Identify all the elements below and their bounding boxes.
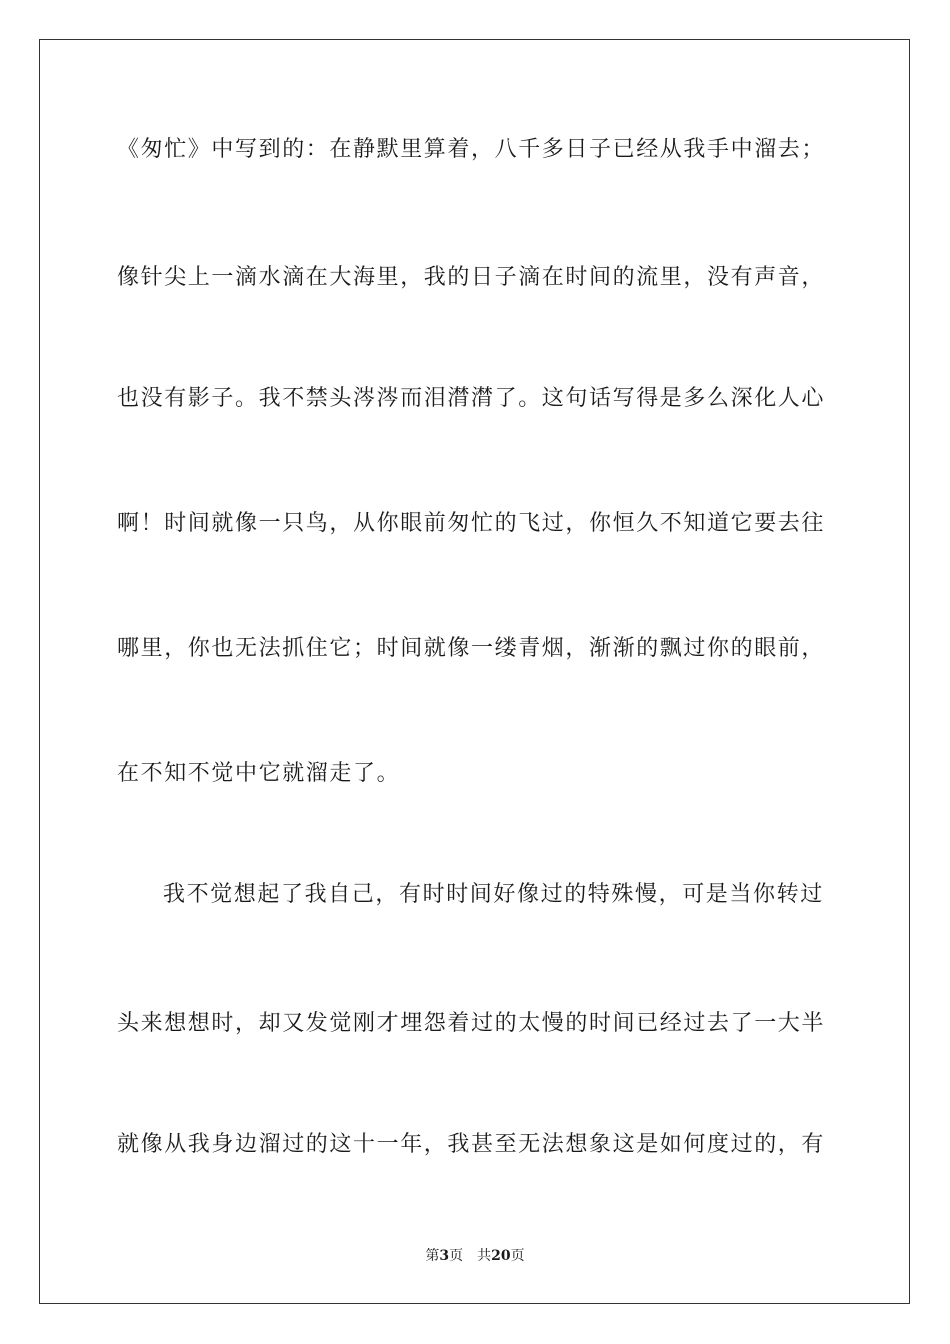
text-line-5: 哪里，你也无法抓住它；时间就像一缕青烟，渐渐的飘过你的眼前， (117, 636, 826, 661)
page-prefix: 第 (425, 1248, 440, 1264)
text-line-8: 头来想想时，却又发觉刚才埋怨着过的太慢的时间已经过去了一大半 (117, 1011, 826, 1036)
total-suffix: 页 (510, 1248, 525, 1264)
total-prefix: 共 (477, 1248, 492, 1264)
text-line-6: 在不知不觉中它就溜走了。 (117, 761, 401, 786)
page-suffix: 页 (449, 1248, 464, 1264)
page-number: 3 (439, 1248, 450, 1264)
text-line-4: 啊！时间就像一只鸟，从你眼前匆忙的飞过，你恒久不知道它要去往 (117, 511, 826, 536)
text-line-3: 也没有影子。我不禁头涔涔而泪潸潸了。这句话写得是多么深化人心 (117, 386, 826, 411)
text-line-7-paragraph-start: 我不觉想起了我自己，有时时间好像过的特殊慢，可是当你转过 (163, 882, 824, 907)
total-pages: 20 (491, 1248, 511, 1264)
page-footer (0, 1246, 950, 1266)
text-line-1: 《匆忙》中写到的：在静默里算着，八千多日子已经从我手中溜去； (117, 137, 826, 162)
page-border (39, 39, 910, 1304)
text-line-2: 像针尖上一滴水滴在大海里，我的日子滴在时间的流里，没有声音， (117, 265, 826, 290)
text-line-9: 就像从我身边溜过的这十一年，我甚至无法想象这是如何度过的，有 (117, 1132, 826, 1157)
